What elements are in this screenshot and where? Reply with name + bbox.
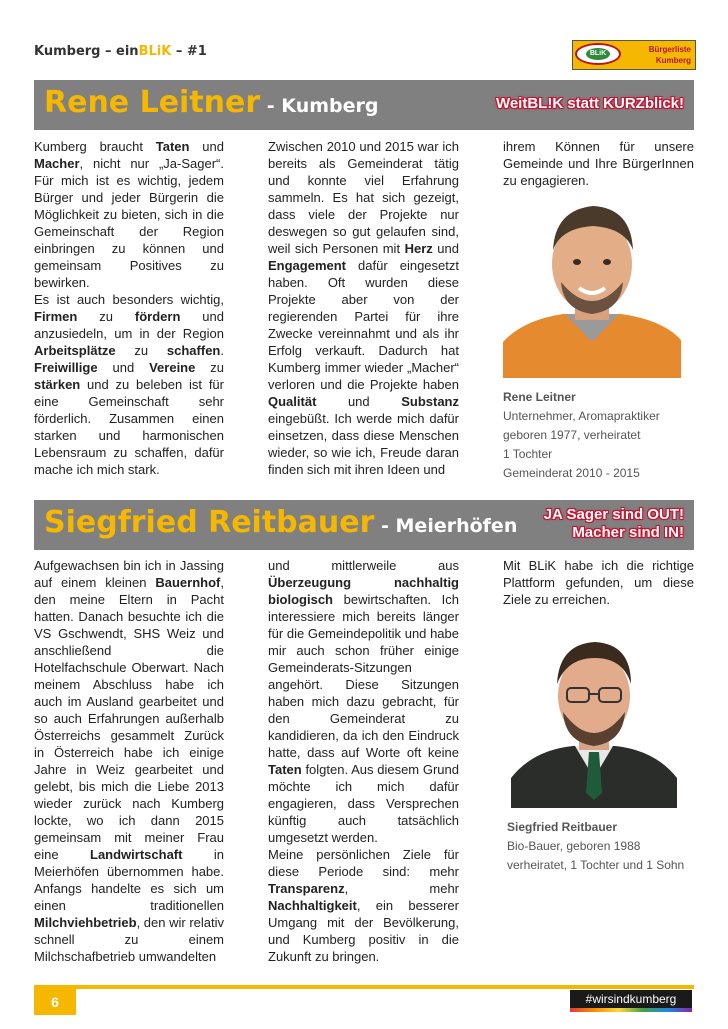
section1-col3	[503, 138, 694, 189]
caption-name: Rene Leitner	[503, 390, 576, 404]
bold-term: schaffen	[166, 343, 221, 358]
paragraph: Meine persönlichen Ziele für diese Periode sind: mehr Transparenz, mehr Nachhaltigkeit, ein besserer Umgang mit der Bevölkerung, und Kumberg positiv in die Zukunft zu bringen.	[268, 847, 459, 964]
bold-term: Vereine	[149, 360, 196, 375]
section2-col2	[268, 557, 459, 965]
rene-leitner-photo	[503, 192, 681, 378]
section1-col2	[268, 138, 459, 478]
bold-term: fördern	[134, 309, 181, 324]
section2-col1	[34, 557, 224, 965]
bold-term: Substanz	[401, 394, 459, 409]
siegfried-reitbauer-photo	[503, 628, 685, 808]
section2-col3	[503, 557, 694, 608]
blik-logo	[572, 40, 696, 70]
bold-term: Milchviehbetrieb	[34, 915, 137, 930]
bold-term: Herz	[404, 241, 433, 256]
bold-term: Nachhaltigkeit	[268, 898, 357, 913]
section1-caption: Rene Leitner Unternehmer, Aromapraktiker geboren 1977, verheiratet 1 Tochter Gemeinderat 2010 - 2015	[503, 388, 693, 483]
section2-banner	[34, 500, 694, 550]
section1-banner	[34, 80, 694, 130]
paragraph: Aufgewachsen bin ich in Jassing auf einem kleinen Bauernhof, den meine Eltern in Pacht hatten. Danach besuchte ich die VS Gschwendt, SHS Weiz und anschließend die Hotelfachschule Oberwart. Nach meinem Abschluss habe ich auch im Ausland gearbeitet und so auch Erfahrungen außerhalb Österreichs gesammelt Zurück in Österreich habe ich einige Jahre in Weiz gearbeitet und gelebt, bis mich die Liebe 2013 wieder zurück nach Kumberg lockte, wo ich dann 2015 gemeinsam mit meiner Frau eine Landwirtschaft in Meierhöfen übernommen habe. Anfangs handelte es sich um einen traditionellen Milchviehbetrieb, den wir relativ schnell zu einem Milchschafbetrieb umwandelten	[34, 558, 224, 964]
bold-term: stärken	[34, 377, 81, 392]
section2-caption: Siegfried Reitbauer Bio-Bauer, geboren 1988 verheiratet, 1 Tochter und 1 Sohn	[507, 818, 687, 875]
section1-col1	[34, 138, 224, 478]
bold-term: Landwirtschaft	[90, 847, 183, 862]
paragraph: und mittlerweile aus Überzeugung nachhaltig biologisch bewirtschaften. Ich interessiere mich bereits länger für die Gemeindepolitik und habe mir auch schon früher einige Gemeinderats-Sitzungen angehört. Diese Sitzungen haben mich dazu gebracht, für den Gemeinderat zu kandidieren, da ich den Eindruck hatte, dass auf Worte oft keine Taten folgten. Aus diesem Grund möchte ich mich dafür engagieren, dass Versprechen künftig auch tatsächlich umgesetzt werden.	[268, 558, 459, 845]
bold-term: Überzeugung nachhaltig biologisch	[268, 575, 459, 607]
bold-term: Macher	[34, 156, 80, 171]
page-number: 6	[34, 989, 76, 1015]
bold-term: Engagement	[268, 258, 347, 273]
header-blik: BLiK	[138, 44, 172, 59]
section2-location: - Meierhöfen	[374, 515, 518, 537]
section1-slogan: WeitBL!K statt KURZblick!	[495, 95, 684, 112]
rainbow-bar	[570, 1008, 692, 1012]
paragraph: Kumberg braucht Taten und Macher, nicht nur „Ja-Sager“. Für mich ist es wichtig, jedem Bürger und jeder Bürgerin die Möglichkeit zu bieten, sich in die Gemeinschaft der Region einbringen zu können und gemeinsam Positives zu bewirken.	[34, 139, 224, 290]
bold-term: Transparenz	[268, 881, 345, 896]
section2-slogan: JA Sager sind OUT! Macher sind IN!	[543, 506, 684, 541]
paragraph: Mit BLiK habe ich die richtige Plattform gefunden, um diese Ziele zu erreichen.	[503, 558, 694, 607]
bold-term: Firmen	[34, 309, 78, 324]
paragraph: Es ist auch besonders wichtig, Firmen zu fördern und anzusiedeln, um in der Region Arbeitsplätze zu schaffen. Freiwillige und Vereine zu stärken und zu beleben ist für eine Gemeinschaft sehr förderlich. Zusammen einen starken und harmonischen Lebensraum zu schaffen, dafür mache ich mich stark.	[34, 292, 224, 477]
paragraph: Zwischen 2010 und 2015 war ich bereits als Gemeinderat tätig und konnte viel Erfahrung sammeln. Es hat sich gezeigt, dass viele der Projekte nur deswegen so gut gelaufen sind, weil sich Personen mit Herz und Engagement dafür eingesetzt haben. Oft wurden diese Projekte aber von der regierenden Partei für ihre Zwecke vereinnahmt und als ihr Erfolg verkauft. Dadurch hat Kumberg immer wieder „Macher“ verloren und die Projekte haben Qualität und Substanz eingebüßt. Ich werde mich dafür einsetzen, dass diese Menschen wieder, so wie ich, Freude daran finden sich mit ihren Ideen und	[268, 139, 459, 477]
caption-name: Siegfried Reitbauer	[507, 820, 618, 834]
bold-term: Bauernhof	[155, 575, 221, 590]
section1-location: - Kumberg	[260, 95, 379, 117]
bold-term: Freiwillige	[34, 360, 98, 375]
logo-text: Bürgerliste Kumberg	[648, 45, 691, 65]
paragraph: ihrem Können für unsere Gemeinde und Ihre BürgerInnen zu engagieren.	[503, 139, 694, 188]
hashtag-badge: #wirsindkumberg	[570, 990, 692, 1010]
page-header-title: Kumberg – einBLiK – #1	[34, 44, 207, 59]
section2-name: Siegfried Reitbauer - Meierhöfen	[44, 505, 518, 540]
logo-oval	[575, 43, 621, 65]
bold-term: Arbeitsplätze	[34, 343, 116, 358]
bold-term: Taten	[268, 762, 302, 777]
logo-mark: BLiK	[586, 48, 610, 60]
footer-rule	[34, 985, 694, 989]
bold-term: Qualität	[268, 394, 317, 409]
section1-name: Rene Leitner - Kumberg	[44, 85, 379, 120]
bold-term: Taten	[155, 139, 190, 154]
